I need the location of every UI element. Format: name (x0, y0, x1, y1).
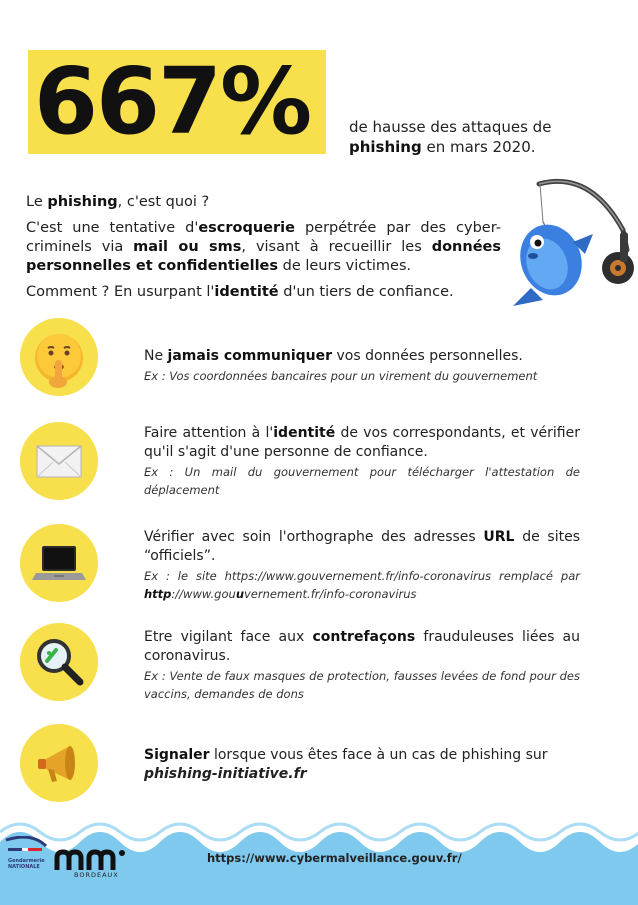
mm-bordeaux-logo (54, 848, 130, 872)
intro-how: Comment ? En usurpant l'identité d'un tiers de confiance. (26, 284, 454, 300)
item-5-icon-circle (20, 724, 98, 802)
item-1-icon-circle (20, 318, 98, 396)
item-1-main: Ne jamais communiquer vos données personnelles. (144, 348, 523, 364)
item-3-main: Vérifier avec soin l'orthographe des adresses URL de sites “officiels”. (144, 529, 580, 564)
item-5-main: Signaler lorsque vous êtes face à un cas de phishing sur (144, 747, 548, 763)
hero-subtitle: de hausse des attaques de phishing en mars 2020. (349, 118, 552, 156)
intro-section (26, 193, 501, 309)
intro-question: Le phishing, c'est quoi ? (26, 194, 210, 210)
phishing-initiative-link[interactable]: phishing-initiative.fr (144, 766, 307, 782)
gendarmerie-label: Gendarmerie NATIONALE (8, 858, 45, 870)
mm-logo-subtitle: BORDEAUX (74, 871, 119, 879)
shushing-face-icon (20, 318, 98, 396)
fish-on-hook-icon (495, 172, 638, 312)
intro-definition: C'est une tentative d'escroquerie perpétrée par des cyber-criminels via mail ou sms, visant à recueillir les données personnelles et confidentielles de leurs victimes. (26, 220, 501, 274)
item-1-example: Ex : Vos coordonnées bancaires pour un virement du gouvernement (144, 369, 538, 383)
item-3-example: Ex : le site https://www.gouvernement.fr/info-coronavirus remplacé par http://www.gouuvernement.fr/info-coronavirus (144, 569, 580, 601)
item-4-example: Ex : Vente de faux masques de protection, fausses levées de fond pour des vaccins, demandes de dons (144, 669, 580, 701)
item-4-main: Etre vigilant face aux contrefaçons frauduleuses liées au coronavirus. (144, 629, 580, 664)
item-4-icon-circle (20, 623, 98, 701)
cybermalveillance-link[interactable]: https://www.cybermalveillance.gouv.fr/ (207, 851, 462, 865)
megaphone-icon (20, 724, 98, 802)
hero-stat: 667% (34, 48, 311, 155)
item-5-text (144, 746, 580, 784)
laptop-icon (20, 524, 98, 602)
item-2-main: Faire attention à l'identité de vos correspondants, et vérifier qu'il s'agit d'une personne de confiance. (144, 425, 580, 460)
item-4-text (144, 628, 580, 703)
magnifying-glass-icon (20, 623, 98, 701)
item-2-text (144, 424, 580, 499)
envelope-icon (20, 422, 98, 500)
item-3-text (144, 528, 580, 603)
item-1-text (144, 347, 580, 385)
item-3-icon-circle (20, 524, 98, 602)
item-2-example: Ex : Un mail du gouvernement pour télécharger l'attestation de déplacement (144, 465, 580, 497)
item-2-icon-circle (20, 422, 98, 500)
